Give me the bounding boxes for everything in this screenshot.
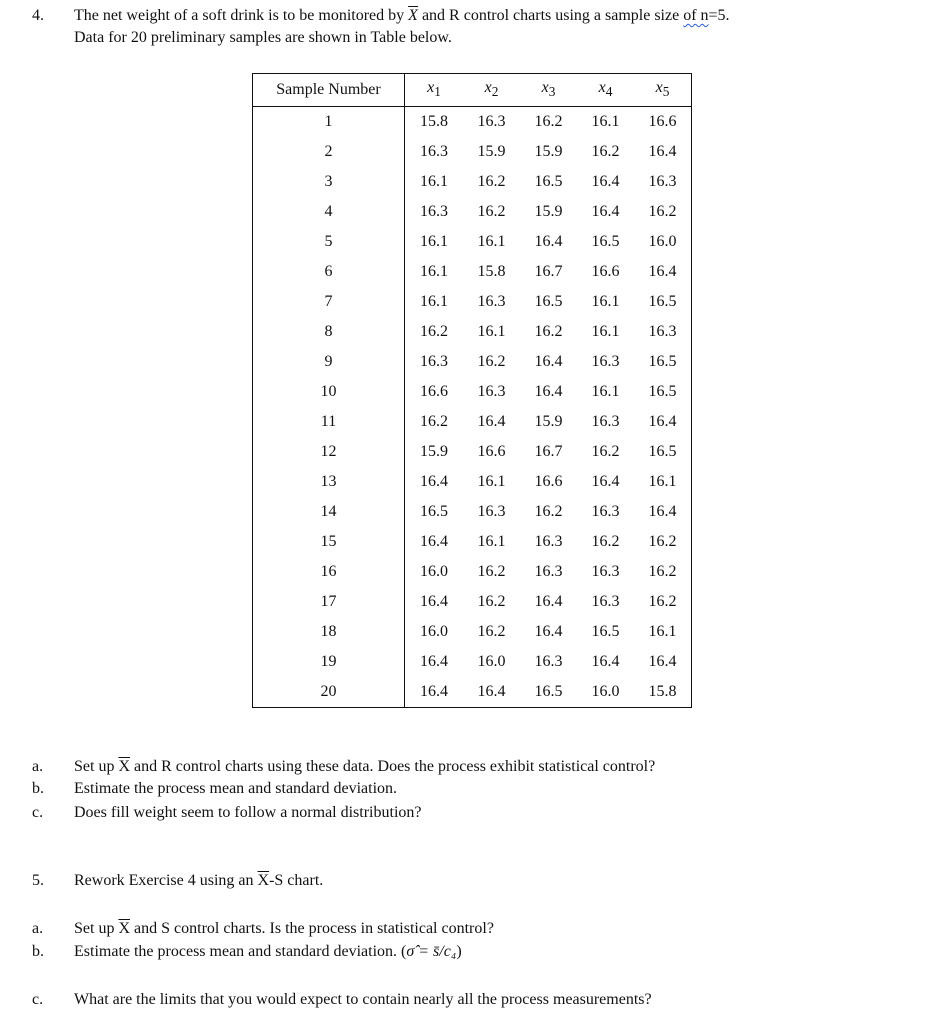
measurement-cell: 16.2 [477, 593, 506, 610]
measurement-cell: 16.1 [477, 533, 506, 550]
measurement-cell: 16.2 [648, 563, 677, 580]
measurement-cell: 16.4 [591, 203, 620, 220]
header-sample-number: Sample Number [253, 74, 405, 107]
measurement-cell: 16.1 [648, 473, 677, 490]
measurement-cell: 16.2 [648, 593, 677, 610]
measurement-cell: 16.3 [591, 593, 620, 610]
table-row [253, 467, 692, 497]
question-5-text [74, 870, 323, 891]
measurement-cell: 16.2 [648, 533, 677, 550]
question-4-text-line2: Data for 20 preliminary samples are shown in Table below. [74, 29, 452, 46]
measurement-cell: 16.1 [591, 323, 620, 340]
part-text-pre: What are the limits that you would expect to contain nearly all the process measurements? [74, 991, 652, 1008]
measurement-cell: 16.2 [534, 323, 563, 340]
q4_parts-text [74, 778, 397, 799]
measurement-cell: 16.4 [420, 473, 448, 490]
sample-number-cell: 5 [253, 227, 405, 257]
measurement-cell: 16.1 [477, 473, 506, 490]
sample-number-cell: 17 [253, 587, 405, 617]
measurement-cell: 15.9 [420, 443, 448, 460]
measurement-cell: 16.4 [477, 413, 506, 430]
table-row [253, 647, 692, 677]
measurement-cell: 16.1 [420, 173, 448, 190]
measurement-cell: 15.8 [648, 683, 677, 700]
sample-number-cell: 15 [253, 527, 405, 557]
xbar-symbol: $\overline{X}$ [118, 920, 131, 937]
measurement-cell: 16.4 [648, 503, 677, 520]
measurement-cell: 16.2 [420, 323, 448, 340]
header-variable: x [598, 79, 606, 97]
part-text-pre: Estimate the process mean and standard deviation. [74, 780, 398, 797]
q4_parts-text [74, 802, 422, 823]
sample-number-cell: 13 [253, 467, 405, 497]
measurement-cell: 16.2 [420, 413, 448, 430]
part-text-pre: Estimate the process mean and standard deviation. ( [74, 943, 407, 960]
header-subscript: 5 [662, 84, 670, 100]
table-row [253, 257, 692, 287]
table-row [253, 227, 692, 257]
q4_parts-label: a. [32, 758, 44, 775]
measurement-cell: 16.2 [591, 443, 620, 460]
measurement-cell: 16.3 [534, 653, 563, 670]
sample-number-cell: 11 [253, 407, 405, 437]
q4-text-d: =5. [708, 7, 730, 24]
measurement-cell: 15.9 [534, 143, 563, 160]
header-x4 [577, 74, 634, 107]
table-row [253, 587, 692, 617]
measurement-cell: 16.2 [477, 353, 506, 370]
measurement-cell: 16.2 [477, 623, 506, 640]
measurement-cell: 16.2 [591, 533, 620, 550]
measurement-cell: 16.3 [477, 383, 506, 400]
q5_parts-label: b. [32, 943, 44, 960]
part-text-pre: Does fill weight seem to follow a normal distribution? [74, 804, 422, 821]
header-subscript: 1 [434, 84, 441, 100]
header-x3 [520, 74, 577, 107]
measurement-cell: 16.4 [534, 233, 563, 250]
header-variable: x [484, 79, 492, 97]
table-row [253, 197, 692, 227]
measurement-cell: 16.3 [534, 533, 563, 550]
measurement-cell: 16.4 [534, 623, 563, 640]
header-x2 [463, 74, 520, 107]
q4_parts-text [74, 756, 655, 777]
table-row [253, 377, 692, 407]
measurement-cell: 16.4 [534, 593, 563, 610]
measurement-cell: 16.3 [420, 203, 448, 220]
table-row [253, 497, 692, 527]
table-header-row [253, 74, 692, 107]
table-row [253, 347, 692, 377]
measurement-cell: 16.0 [591, 683, 620, 700]
header-subscript: 2 [491, 84, 499, 100]
q4-text-a: The net weight of a soft drink is to be monitored by [74, 7, 409, 24]
part-text-pre: Set up [74, 758, 119, 775]
measurement-cell: 16.1 [591, 383, 620, 400]
table-row [253, 137, 692, 167]
measurement-cell: 16.1 [648, 623, 677, 640]
measurement-cell: 16.5 [648, 443, 677, 460]
measurement-cell: 16.4 [420, 653, 448, 670]
table-row [253, 317, 692, 347]
q5_parts-label: a. [32, 920, 44, 937]
measurement-cell: 16.1 [420, 233, 448, 250]
measurement-cell: 16.1 [477, 233, 506, 250]
sigma-hat-formula: σ̂ = s̄/c₄ [406, 943, 457, 960]
table-row [253, 167, 692, 197]
measurement-cell: 16.1 [591, 113, 620, 130]
q4-text-b: and R control charts using a sample size [417, 7, 684, 24]
measurement-cell: 16.1 [591, 293, 620, 310]
sample-number-cell: 1 [253, 107, 405, 138]
measurement-cell: 16.5 [591, 233, 620, 250]
xbar-symbol: $\overline{X}$ [257, 872, 270, 889]
measurement-cell: 16.6 [534, 473, 563, 490]
measurement-cell: 16.4 [591, 653, 620, 670]
measurement-cell: 16.4 [420, 533, 448, 550]
measurement-cell: 16.2 [648, 203, 677, 220]
measurement-cell: 16.4 [648, 413, 677, 430]
measurement-cell: 16.6 [591, 263, 620, 280]
measurement-cell: 16.3 [477, 293, 506, 310]
part-text-post: ) [456, 943, 462, 960]
measurement-cell: 16.3 [534, 563, 563, 580]
measurement-cell: 16.5 [534, 683, 563, 700]
sample-number-cell: 7 [253, 287, 405, 317]
measurement-cell: 16.1 [420, 263, 448, 280]
measurement-cell: 16.2 [534, 113, 563, 130]
measurement-cell: 16.3 [420, 353, 448, 370]
measurement-cell: 15.8 [420, 113, 448, 130]
header-variable: x [655, 79, 663, 97]
measurement-cell: 16.2 [534, 503, 563, 520]
measurement-cell: 15.9 [534, 413, 563, 430]
measurement-cell: 16.5 [591, 623, 620, 640]
q4_parts-label: b. [32, 780, 44, 797]
measurement-cell: 16.5 [420, 503, 448, 520]
measurement-cell: 16.0 [420, 563, 448, 580]
header-subscript: 4 [605, 84, 613, 100]
measurement-cell: 16.4 [648, 653, 677, 670]
measurement-cell: 16.2 [591, 143, 620, 160]
measurement-cell: 16.3 [591, 413, 620, 430]
measurement-cell: 16.3 [420, 143, 448, 160]
question-5-number: 5. [32, 872, 44, 889]
measurement-cell: 16.4 [591, 173, 620, 190]
sample-number-cell: 3 [253, 167, 405, 197]
header-variable: x [541, 79, 549, 97]
measurement-cell: 16.6 [477, 443, 506, 460]
measurement-cell: 16.6 [420, 383, 448, 400]
measurement-cell: 16.5 [534, 293, 563, 310]
measurement-cell: 16.5 [648, 293, 677, 310]
measurement-cell: 16.7 [534, 443, 563, 460]
sample-number-cell: 18 [253, 617, 405, 647]
sample-number-cell: 19 [253, 647, 405, 677]
table-row [253, 107, 692, 138]
sample-number-cell: 10 [253, 377, 405, 407]
measurement-cell: 16.5 [648, 353, 677, 370]
q5_parts-text [74, 941, 462, 962]
measurement-cell: 16.4 [648, 143, 677, 160]
measurement-cell: 16.3 [591, 503, 620, 520]
measurement-cell: 16.0 [477, 653, 506, 670]
measurement-cell: 16.4 [591, 473, 620, 490]
measurement-cell: 16.0 [648, 233, 677, 250]
header-variable: x [427, 79, 435, 97]
measurement-cell: 16.4 [534, 383, 563, 400]
q5_parts-text [74, 989, 652, 1010]
table-row [253, 437, 692, 467]
q5_parts-label: c. [32, 991, 44, 1008]
measurement-cell: 16.4 [420, 683, 448, 700]
xbar-symbol: $\overline{X}$ [118, 758, 131, 775]
sample-number-cell: 4 [253, 197, 405, 227]
measurement-cell: 16.4 [648, 263, 677, 280]
sample-number-cell: 8 [253, 317, 405, 347]
header-x5 [634, 74, 692, 107]
measurement-cell: 16.0 [420, 623, 448, 640]
header-x1 [405, 74, 464, 107]
measurement-cell: 15.9 [477, 143, 506, 160]
measurement-cell: 16.1 [420, 293, 448, 310]
table-row [253, 407, 692, 437]
table-row [253, 557, 692, 587]
measurement-cell: 16.3 [591, 563, 620, 580]
measurement-cell: 16.3 [477, 503, 506, 520]
sample-number-cell: 20 [253, 677, 405, 708]
table-row [253, 677, 692, 708]
part-text-post: and S control charts. Is the process in statistical control? [130, 920, 494, 937]
measurement-cell: 15.9 [534, 203, 563, 220]
measurement-cell: 16.3 [648, 323, 677, 340]
measurement-cell: 15.8 [477, 263, 506, 280]
measurement-cell: 16.3 [648, 173, 677, 190]
table-row [253, 287, 692, 317]
part-text-post: and R control charts using these data. Does the process exhibit statistical control? [130, 758, 656, 775]
q5-text-post: -S chart. [269, 872, 324, 889]
measurement-cell: 16.2 [477, 173, 506, 190]
measurement-cell: 16.7 [534, 263, 563, 280]
measurement-cell: 16.4 [420, 593, 448, 610]
table-row [253, 527, 692, 557]
header-subscript: 3 [548, 84, 556, 100]
measurement-cell: 16.6 [648, 113, 677, 130]
sample-data-table [252, 73, 692, 708]
measurement-cell: 16.3 [591, 353, 620, 370]
measurement-cell: 16.4 [534, 353, 563, 370]
measurement-cell: 16.5 [534, 173, 563, 190]
measurement-cell: 16.5 [648, 383, 677, 400]
measurement-cell: 16.4 [477, 683, 506, 700]
measurement-cell: 16.2 [477, 563, 506, 580]
measurement-cell: 16.2 [477, 203, 506, 220]
q4-text-c: of n [683, 7, 709, 24]
question-4-text-line1 [74, 5, 730, 26]
measurement-cell: 16.1 [477, 323, 506, 340]
measurement-cell: 16.3 [477, 113, 506, 130]
sample-number-cell: 9 [253, 347, 405, 377]
xbar-symbol: $\overline{X}$ [408, 7, 418, 24]
table-body [253, 107, 692, 708]
table-row [253, 617, 692, 647]
sample-number-cell: 2 [253, 137, 405, 167]
sample-number-cell: 14 [253, 497, 405, 527]
q4_parts-label: c. [32, 804, 44, 821]
q5_parts-text [74, 918, 494, 939]
part-text-pre: Set up [74, 920, 119, 937]
sample-number-cell: 12 [253, 437, 405, 467]
question-4-number: 4. [32, 7, 44, 24]
sample-number-cell: 6 [253, 257, 405, 287]
q5-text-pre: Rework Exercise 4 using an [74, 872, 258, 889]
sample-number-cell: 16 [253, 557, 405, 587]
